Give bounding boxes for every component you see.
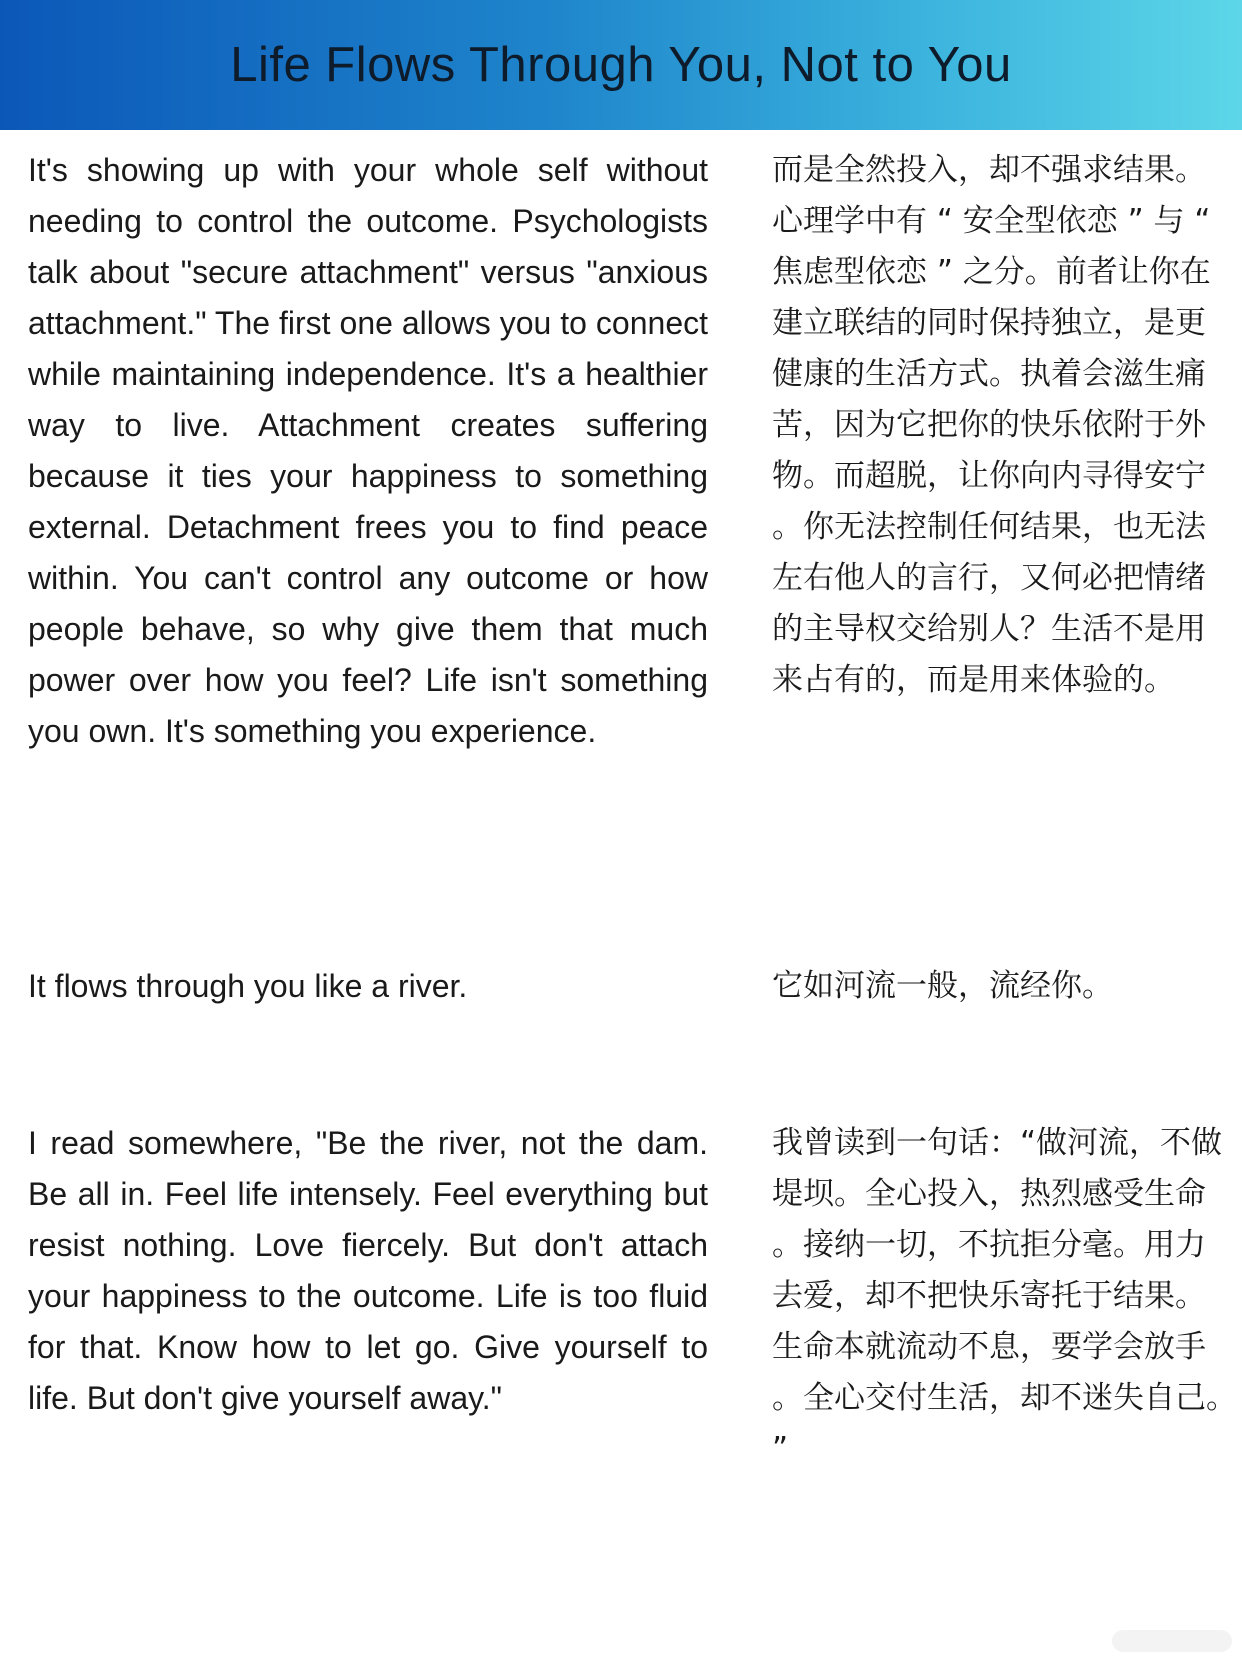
chinese-paragraph-1: 而是全然投入，却不强求结果。心理学中有 “ 安全型依恋 ” 与 “ 焦虑型依恋 ” 之分。前者让你在建立联结的同时保持独立，是更健康的生活方式。执着会滋生痛苦，因为它把你的快乐依附于外物。而超脱，让你向内寻得安宁。你无法控制任何结果，也无法左右他人的言行，又何必把情绪的主导权交给别人？生活不是用来占有的，而是用来体验的。 xyxy=(772,152,1211,698)
english-paragraph-2: It flows through you like a river. xyxy=(28,968,468,1004)
english-paragraph-1: It's showing up with your whole self without needing to control the outcome. Psychologists talk about "secure attachment" versus "anxious attachment." The first one allows you to connect while maintaining independence. It's a healthier way to live. Attachment creates suffering because it ties your happiness to something external. Detachment frees you to find peace within. You can't control any outcome or how people behave, so why give them that much power over how you feel? Life isn't something you own. It's something you experience. xyxy=(28,152,708,749)
page-title: Life Flows Through You, Not to You xyxy=(230,38,1012,92)
watermark xyxy=(1112,1630,1232,1652)
chinese-paragraph-3: 我曾读到一句话：“做河流，不做堤坝。全心投入，热烈感受生命。接纳一切，不抗拒分毫。用力去爱，却不把快乐寄托于结果。生命本就流动不息，要学会放手。全心交付生活，却不迷失自己。” xyxy=(772,1125,1223,1467)
english-paragraph-3: I read somewhere, "Be the river, not the dam. Be all in. Feel life intensely. Feel everything but resist nothing. Love fiercely. But don't attach your happiness to the outcome. Life is too fluid for that. Know how to let go. Give yourself to life. But don't give yourself away." xyxy=(28,1125,708,1416)
chinese-paragraph-2: 它如河流一般，流经你。 xyxy=(772,968,1113,1004)
title-banner xyxy=(0,0,1242,130)
